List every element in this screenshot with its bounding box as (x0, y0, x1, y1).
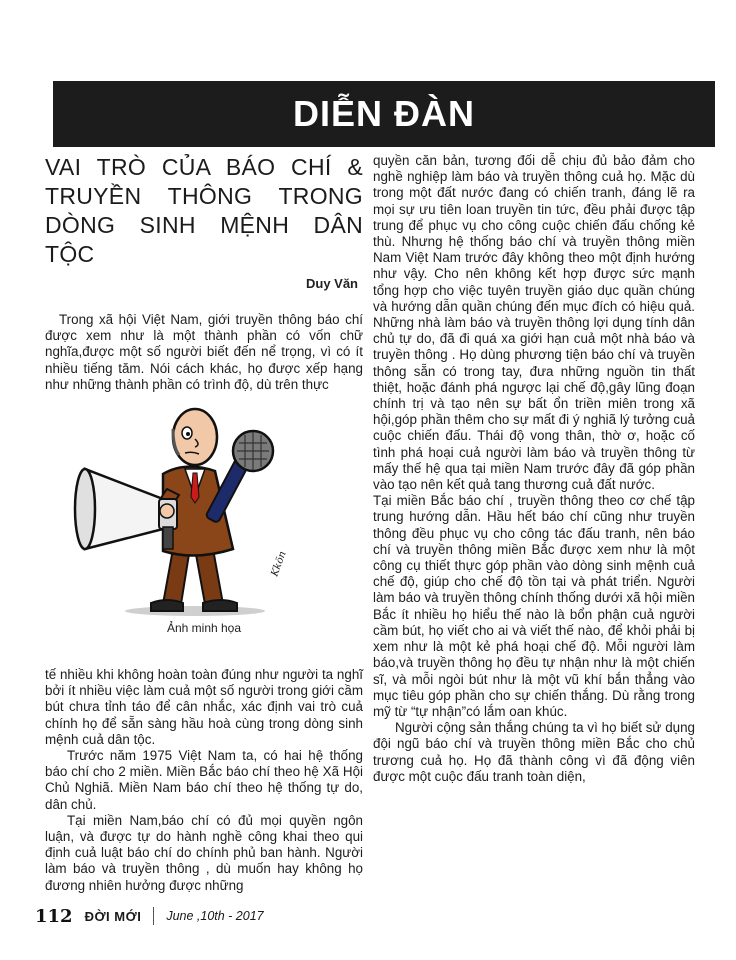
issue-date: June ,10th - 2017 (166, 909, 264, 923)
article-title-line-3: DÒNG SINH MỆNH DÂN TỘC (45, 212, 363, 267)
paragraph: tế nhiều khi không hoàn toàn đúng như người ta nghĩ bởi ít nhiều việc làm cuả một số người trong giới cầm bút chưa tỉnh táo để cân nhắc, xác định vai trò cuả chính họ để sẵn sàng hầu hoà cùng trong dòng sinh mệnh cuả dân tộc. (45, 667, 363, 747)
article-author: Duy Văn (305, 276, 358, 291)
paragraph: Người cộng sản thắng chúng ta vì họ biết sử dụng đội ngũ báo chí và truyền thông miền Bắc cho chủ trương cuả họ. Họ đã thành công vì đã động viên được một cuộc đấu tranh toàn diện, (373, 720, 695, 784)
paragraph: Trước năm 1975 Việt Nam ta, có hai hệ thống báo chí cho 2 miền. Miền Bắc báo chí theo hệ Xã Hội Chủ Nghiã. Miền Nam báo chí theo hệ thống tự do, dân chủ. (45, 748, 363, 812)
magazine-name: ĐỜI MỚI (84, 908, 142, 924)
illustration-caption: Ảnh minh họa (166, 621, 242, 636)
right-column (373, 153, 695, 785)
paragraph: Trong xã hội Việt Nam, giới truyền thông báo chí được xem như là một thành phần có vốn chữ nghĩa,được một số người biết đến nể trọng, vì có ít nhiều tiếng tăm. Nói cách khác, họ được xếp hạng như những thành phần có trình độ, dù trên thực (45, 312, 363, 392)
cartoon-megaphone-man-image (55, 399, 355, 621)
article-title-line-1: VAI TRÒ CỦA BÁO CHÍ & (45, 154, 363, 180)
section-banner (53, 81, 715, 147)
article-title-line-2: TRUYỀN THÔNG TRONG (45, 183, 363, 209)
illustration (45, 399, 363, 664)
section-title: DIỄN ĐÀN (292, 93, 475, 134)
artist-signature: Kkön (269, 549, 289, 579)
left-column (45, 153, 363, 894)
page-number: 112 (35, 905, 73, 927)
page-footer (35, 905, 264, 927)
footer-divider (153, 907, 154, 925)
paragraph: quyền căn bản, tương đối dễ chịu đủ bảo đảm cho nghề nghiệp làm báo và truyền thông cuả họ. Mặc dù trong một đất nước đang có chiến tranh, đáng lẽ ra mọi sự ưu tiên loan truyền tin tức, đều phải được tập trung để phục vụ cho công cuộc chiến đấu chống kẻ thù. Nhưng hệ thống báo chí và truyền thông miền Nam Việt Nam trước đây không theo một định hướng như vậy. Cho nên không kết hợp được sức mạnh tổng hợp cho việc tuyên truyền giáo dục quần chúng và hướng dẫn quần chúng đến mục đích có hiệu quả. Những nhà làm báo và truyền thông lợi dụng tính dân chủ tự do, đã đi quá xa giới hạn cuả một nhà báo và truyền thông . Họ dùng phương tiện báo chí và truyền thông sẵn có trong tay, đưa những nguồn tin thất thiệt, hoặc đánh phá ngược lại chế độ,gây lũng đoạn chính trị và tạo nên sự bất ổn triền miên trong xã hội,góp phần thêm cho sự mất đi ý nghiã lý tưởng cuả cuộc chiến đấu. Thái độ vong thân, thờ ơ, hoặc cố tình phá hoại cuả người làm báo và truyền thông từ mấy thế hệ qua tại miền Nam trước đây đã góp phần vào tạo nên kết quả tang thương cuả đất nước. (373, 153, 695, 493)
paragraph: Tại miền Nam,báo chí có đủ mọi quyền ngôn luận, và được tự do hành nghề công khai theo qui định cuả luật báo chí do chính phủ ban hành. Người làm báo và truyền thông , dù muốn hay không họ đương nhiên hưởng được những (45, 812, 363, 893)
paragraph: Tại miền Bắc báo chí , truyền thông theo cơ chế tập trung hướng dẫn. Hầu hết báo chí cũng như truyền thông đều phục vụ cho công tác đấu tranh, nên báo chí và truyền thông miền Bắc được xem như là một công cụ thiết thực góp phần vào dòng sinh mệnh cuả chế độ, giúp cho chế độ tồn tại và phát triển. Người làm báo và truyền thông chính thống dưới xã hội miền Bắc ít nhiều họ hiểu thế nào là bổn phận cuả người cầm bút, họ viết cho ai và viết thế nào, để khỏi phải bị xem như là một kẻ phá hoại chế độ. Mỗi người làm báo,và truyền thông họ đều tự nhận như là một chiến sĩ, và mỗi ngòi bút như là một vũ khí bắn thẳng vào mục tiêu góp phần cho sự chiến thắng. Dù rằng trong mỹ từ “tự nhận”có lắm oan khúc. (373, 493, 695, 719)
